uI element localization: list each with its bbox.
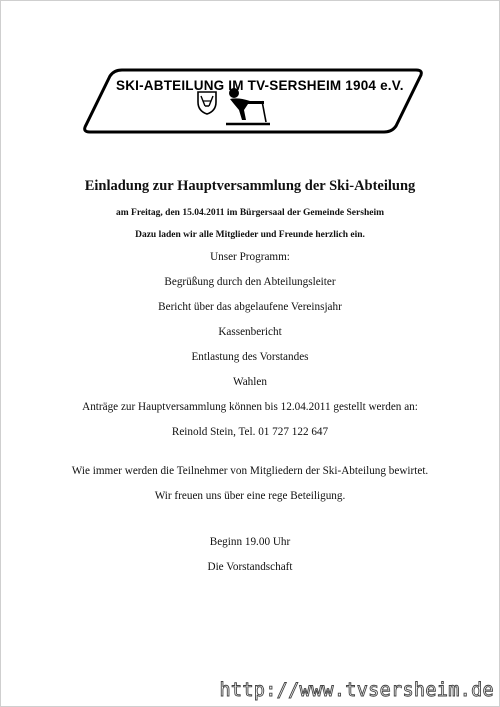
logo-frame-icon <box>78 66 426 136</box>
skier-icon <box>226 88 270 124</box>
program-item: Kassenbericht <box>218 326 282 338</box>
signature: Die Vorstandschaft <box>207 561 293 573</box>
motions-line: Anträge zur Hauptversammlung können bis 12.04.2011 gestellt werden an: <box>82 401 418 413</box>
club-name: SKI-ABTEILUNG IM TV-SERSHEIM 1904 e.V. <box>116 78 404 93</box>
program-heading: Unser Programm: <box>210 251 290 263</box>
website-watermark: http://www.tvsersheim.de <box>219 680 494 701</box>
invite-line: Dazu laden wir alle Mitglieder und Freunde herzlich ein. <box>135 230 365 240</box>
invitation-title: Einladung zur Hauptversammlung der Ski-Abteilung <box>84 178 416 194</box>
hosting-line: Wie immer werden die Teilnehmer von Mitgliedern der Ski-Abteilung bewirtet. <box>71 465 429 477</box>
program-item: Bericht über das abgelaufene Vereinsjahr <box>158 301 342 313</box>
contact-line: Reinold Stein, Tel. 01 727 122 647 <box>171 426 329 438</box>
closing-line: Wir freuen uns über eine rege Beteiligung. <box>154 490 346 502</box>
start-time: Beginn 19.00 Uhr <box>209 536 291 548</box>
date-line: am Freitag, den 15.04.2011 im Bürgersaal der Gemeinde Sersheim <box>116 208 384 218</box>
club-logo <box>78 66 426 136</box>
program-item: Wahlen <box>233 376 267 388</box>
coat-of-arms-icon <box>198 92 216 114</box>
program-item: Begrüßung durch den Abteilungsleiter <box>164 276 336 288</box>
invitation-body <box>0 178 500 586</box>
program-item: Entlastung des Vorstandes <box>191 351 309 363</box>
